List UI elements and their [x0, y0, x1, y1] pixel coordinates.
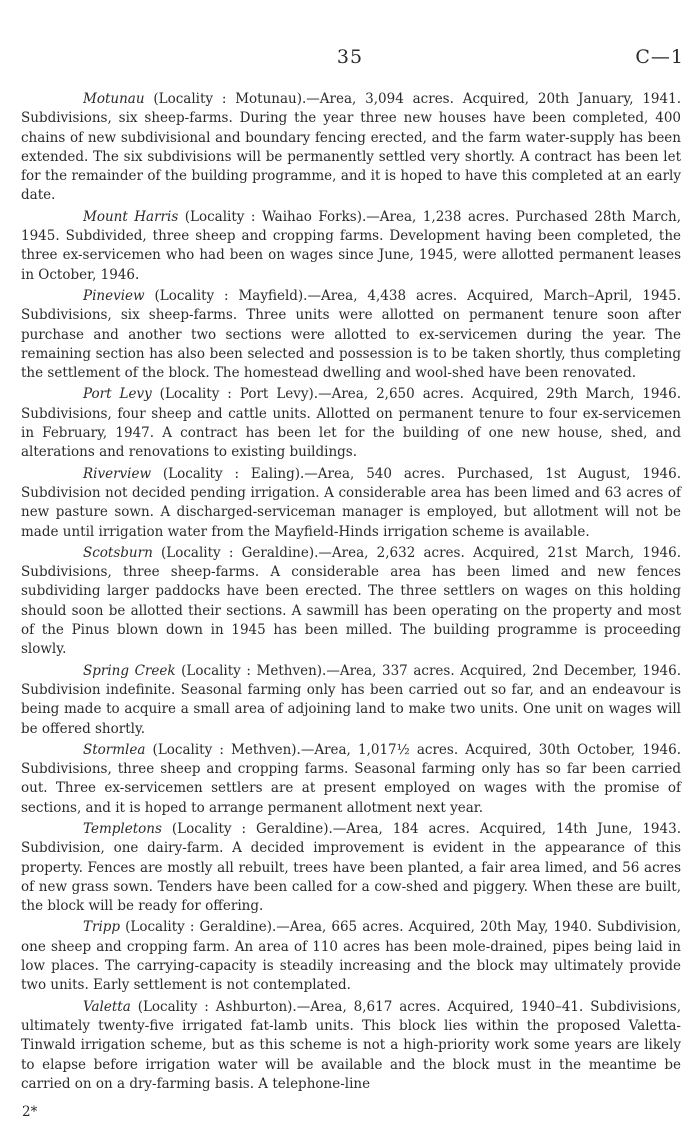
entry-text: (Locality : Ashburton).—Area, 8,617 acres. Acquired, 1940–41. Subdivisions, ultimately twenty-five irrigated fat-lamb units. This block lies within the proposed Valetta-Tinwald irrigation scheme, but as this scheme is not a high-priority work some years are likely to elapse before irrigation water will be available and the block must in the meantime be carried on on a dry-farming basis. A telephone-line [21, 998, 681, 1092]
entry-text: (Locality : Geraldine).—Area, 665 acres. Acquired, 20th May, 1940. Subdivision, one sheep and cropping farm. An area of 110 acres has been mole-drained, pipes being laid in low places. The carrying-capacity is steadily increasing and the block may ultimately provide two units. Early settlement is not contemplated. [21, 919, 681, 994]
entry-scotsburn [21, 544, 681, 660]
entry-text: (Locality : Methven).—Area, 1,017½ acres. Acquired, 30th October, 1946. Subdivisions, three sheep and cropping farms. Seasonal farming only has so far been carried out. Three ex-servicemen settlers are at present employed on wages with the promise of sections, and it is hoped to arrange permanent allotment next year. [21, 741, 681, 816]
entry-pineview [21, 287, 681, 383]
document-reference: C—1 [635, 46, 684, 68]
entry-text: (Locality : Ealing).—Area, 540 acres. Purchased, 1st August, 1946. Subdivision not decided pending irrigation. A considerable area has been limed and 63 acres of new pasture sown. A discharged-serviceman manager is employed, but allotment will not be made until irrigation water from the Mayfield-Hinds irrigation scheme is available. [21, 465, 681, 540]
entry-text: (Locality : Geraldine).—Area, 184 acres. Acquired, 14th June, 1943. Subdivision, one dairy-farm. A decided improvement is evident in the appearance of this property. Fences are mostly all rebuilt, trees have been planted, a fair area limed, and 56 acres of new grass sown. Tenders have been called for a cow-shed and piggery. When these are built, the block will be ready for offering. [21, 820, 681, 915]
body-text [21, 90, 681, 1094]
entry-name: Valetta [83, 998, 131, 1015]
entry-templetons [21, 820, 681, 916]
entry-tripp [21, 918, 681, 995]
entry-name: Riverview [83, 465, 152, 482]
entry-name: Stormlea [83, 741, 146, 758]
signature-mark: 2* [22, 1104, 38, 1120]
entry-valetta [21, 998, 681, 1094]
entry-text: (Locality : Port Levy).—Area, 2,650 acres. Acquired, 29th March, 1946. Subdivisions, four sheep and cattle units. Allotted on permanent tenure to four ex-servicemen in February, 1947. A contract has been let for the building of one new house, shed, and alterations and renovations to existing buildings. [21, 386, 681, 461]
entry-text: (Locality : Waihao Forks).—Area, 1,238 acres. Purchased 28th March, 1945. Subdivided, three sheep and cropping farms. Development having been completed, the three ex-servicemen who had been on wages since June, 1945, were allotted permanent leases in October, 1946. [21, 208, 682, 283]
entry-name: Spring Creek [83, 662, 176, 679]
entry-port-levy [21, 385, 681, 462]
entry-name: Templetons [83, 820, 162, 837]
entry-stormlea [21, 741, 681, 818]
entry-mount-harris [21, 208, 681, 285]
entry-name: Scotsburn [83, 544, 153, 561]
page-number: 35 [336, 46, 364, 68]
entry-text: (Locality : Motunau).—Area, 3,094 acres. Acquired, 20th January, 1941. Subdivisions, six sheep-farms. During the year three new houses have been completed, 400 chains of new subdivisional and boundary fencing erected, and the farm water-supply has been extended. The six subdivisions will be permanently settled very shortly. A contract has been let for the remainder of the building programme, and it is hoped to have this completed at an early date. [21, 91, 681, 204]
entry-name: Tripp [83, 919, 121, 936]
entry-name: Port Levy [83, 386, 152, 403]
entry-spring-creek [21, 662, 681, 739]
entry-name: Mount Harris [83, 208, 179, 225]
entry-name: Motunau [83, 91, 145, 107]
entry-text: (Locality : Mayfield).—Area, 4,438 acres. Acquired, March–April, 1945. Subdivisions, six sheep-farms. Three units were allotted on permanent tenure soon after purchase and another two sections were allotted to ex-servicemen during the year. The remaining section has also been selected and possession is to be taken shortly, thus completing the settlement of the block. The homestead dwelling and wool-shed have been renovated. [21, 287, 681, 382]
entry-riverview [21, 465, 681, 542]
entry-name: Pineview [83, 287, 145, 304]
entry-motunau [21, 90, 681, 206]
entry-text: (Locality : Methven).—Area, 337 acres. Acquired, 2nd December, 1946. Subdivision indefinite. Seasonal farming only has been carried out so far, and an endeavour is being made to acquire a small area of adjoining land to make two units. One unit on wages will be offered shortly. [21, 662, 681, 737]
entry-text: (Locality : Geraldine).—Area, 2,632 acres. Acquired, 21st March, 1946. Subdivisions, three sheep-farms. A considerable area has been limed and new fences subdividing larger paddocks have been erected. The three settlers on wages on this holding should soon be allotted their sections. A sawmill has been operating on the property and most of the Pinus blown down in 1945 has been milled. The building programme is proceeding slowly. [21, 544, 681, 658]
